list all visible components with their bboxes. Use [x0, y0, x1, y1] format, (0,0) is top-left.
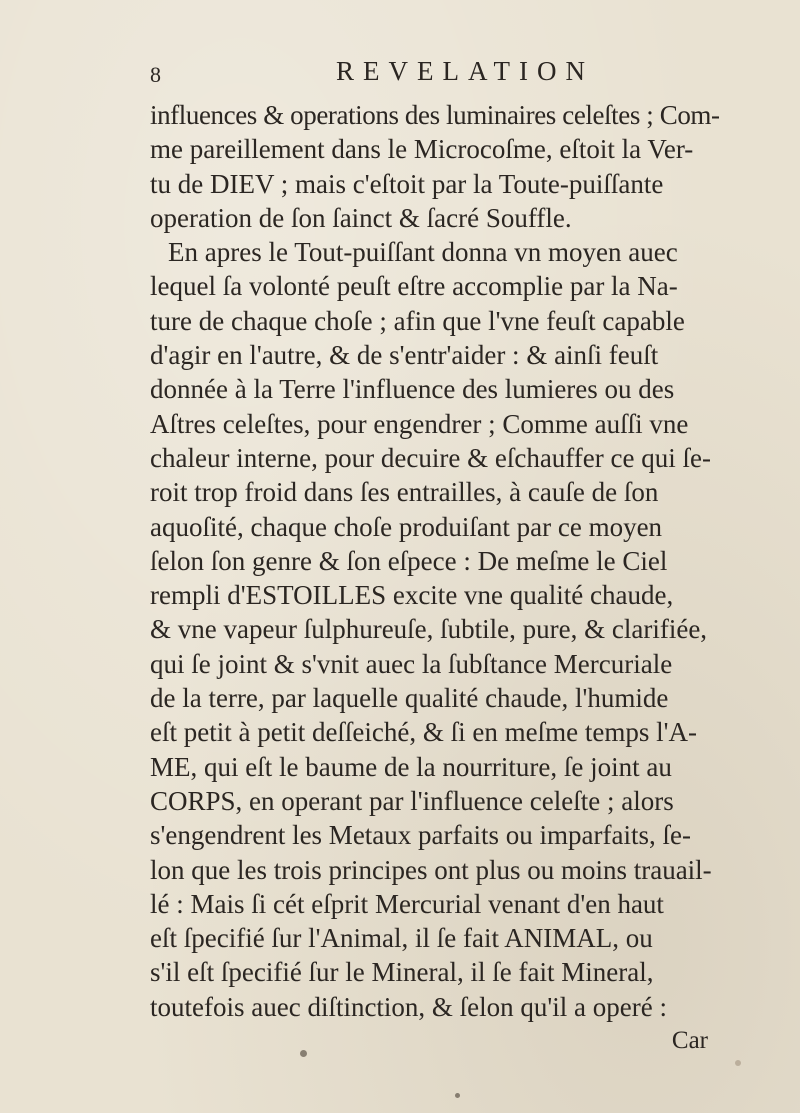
text-line: aquoſité, chaque choſe produiſant par ce moyen [150, 511, 663, 542]
text-line: donnée à la Terre l'influence des lumieres ou des [150, 374, 675, 405]
ink-speck [455, 1093, 460, 1098]
page-header [150, 56, 720, 96]
text-line: ME, qui eſt le baume de la nourriture, ſe joint au [150, 751, 672, 782]
text-line: de la terre, par laquelle qualité chaude, l'humide [150, 683, 669, 714]
text-line: ſelon ſon genre & ſon eſpece : De meſme le Ciel [150, 545, 668, 576]
text-line: Aſtres celeſtes, pour engendrer ; Comme auſſi vne [150, 408, 689, 439]
text-line: rempli d'ESTOILLES excite vne qualité chaude, [150, 580, 674, 611]
text-line: lé : Mais ſi cét eſprit Mercurial venant d'en haut [150, 888, 664, 919]
ink-speck [300, 1050, 307, 1057]
ink-speck [735, 1060, 741, 1066]
text-line: qui ſe joint & s'vnit auec la ſubſtance Mercuriale [150, 648, 673, 679]
text-line: eſt petit à petit deſſeiché, & ſi en meſme temps l'A- [150, 717, 697, 748]
text-line: En apres le Tout-puiſſant donna vn moyen auec [168, 237, 678, 268]
text-line: toutefois auec diſtinction, & ſelon qu'il a operé : [150, 991, 667, 1022]
text-line: CORPS, en operant par l'influence celeſte ; alors [150, 785, 674, 816]
text-line: ture de chaque choſe ; afin que l'vne feuſt capable [150, 305, 685, 336]
text-line: roit trop froid dans ſes entrailles, à cauſe de ſon [150, 477, 659, 508]
text-line: influences & operations des luminaires celeſtes ; Com- [150, 100, 720, 130]
text-line: lequel ſa volonté peuſt eſtre accomplie par la Na- [150, 271, 678, 302]
text-line: s'il eſt ſpecifié ſur le Mineral, il ſe fait Mineral, [150, 957, 654, 988]
text-line: me pareillement dans le Microcoſme, eſtoit la Ver- [150, 134, 694, 165]
text-body [150, 98, 720, 1024]
page-number: 8 [150, 62, 161, 87]
text-line: chaleur interne, pour decuire & eſchauffer ce qui ſe- [150, 442, 711, 473]
running-head: REVELATION [336, 56, 594, 86]
text-line: s'engendrent les Metaux parfaits ou imparfaits, ſe- [150, 820, 691, 851]
text-line: eſt ſpecifié ſur l'Animal, il ſe fait ANIMAL, ou [150, 923, 653, 954]
catchword: Car [671, 1027, 708, 1055]
book-page [150, 56, 720, 1056]
text-line: d'agir en l'autre, & de s'entr'aider : & ainſi feuſt [150, 340, 659, 371]
text-line: & vne vapeur ſulphureuſe, ſubtile, pure, & clarifiée, [150, 614, 708, 645]
text-line: tu de DIEV ; mais c'eſtoit par la Toute-puiſſante [150, 168, 664, 199]
text-line: operation de ſon ſainct & ſacré Souffle. [150, 202, 572, 233]
text-line: lon que les trois principes ont plus ou moins trauail- [150, 854, 712, 885]
